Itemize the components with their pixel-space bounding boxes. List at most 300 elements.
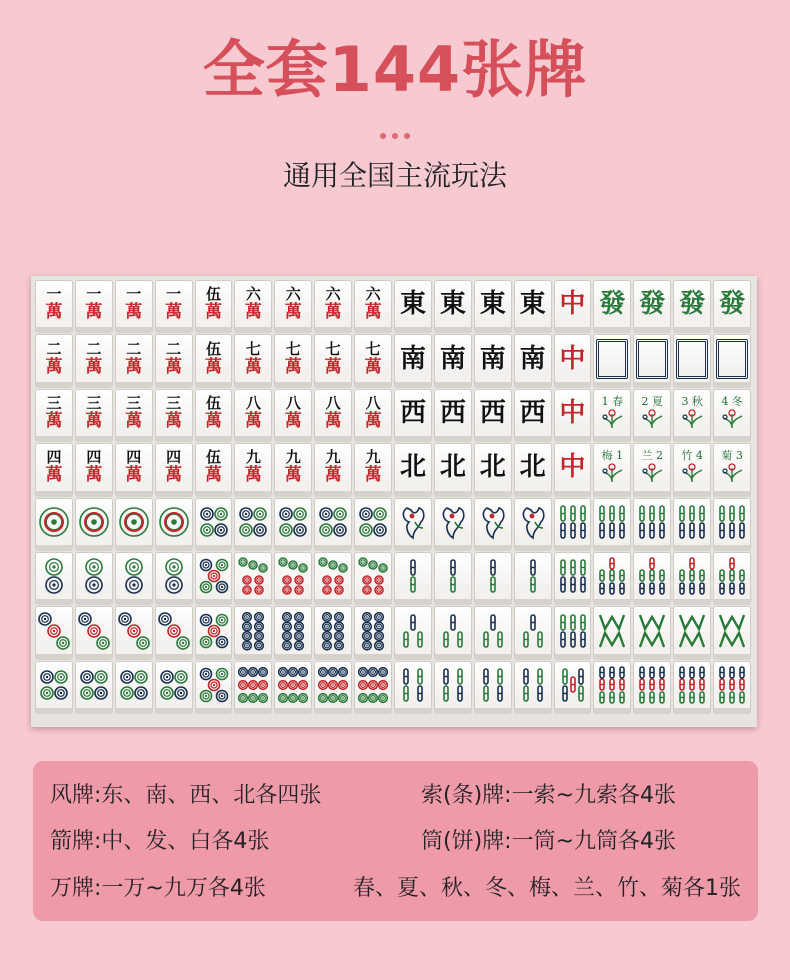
tile-character xyxy=(75,389,113,442)
tile-character xyxy=(155,280,193,333)
tile-character xyxy=(354,280,392,333)
tile-bamboo-9 xyxy=(593,661,631,714)
circle-suit-icon xyxy=(78,665,110,705)
tile-circle-5 xyxy=(195,606,233,659)
tile-circle-4 xyxy=(354,498,392,551)
tile-number: 一 xyxy=(86,285,102,304)
tile-number: 八 xyxy=(245,393,261,412)
tile-honor-glyph: 南 xyxy=(439,343,466,374)
bamboo-suit-icon xyxy=(397,665,429,705)
tile-circle-4 xyxy=(75,661,113,714)
tile-flower xyxy=(593,443,631,496)
bamboo-suit-icon xyxy=(517,611,549,651)
tile-wan-mark: 萬 xyxy=(364,465,382,486)
flower-icon xyxy=(600,408,624,430)
tile-honor-glyph: 發 xyxy=(679,289,706,320)
tile-wan-mark: 萬 xyxy=(85,302,103,323)
tile-number: 二 xyxy=(126,339,142,358)
bamboo-suit-icon xyxy=(437,556,469,596)
tile-flower-label: 3 秋 xyxy=(681,394,703,408)
bamboo-suit-icon xyxy=(636,556,668,596)
tile-number: 八 xyxy=(325,393,341,412)
tile-bamboo-7 xyxy=(593,552,631,605)
tile-character xyxy=(234,389,272,442)
white-dragon-frame-icon xyxy=(596,339,628,379)
bamboo-suit-icon xyxy=(557,611,589,651)
bamboo-suit-icon xyxy=(437,665,469,705)
tile-character xyxy=(115,443,153,496)
tile-number: 六 xyxy=(365,285,381,304)
tile-flower xyxy=(633,389,671,442)
tile-wan-mark: 萬 xyxy=(205,302,222,323)
tile-wan-mark: 萬 xyxy=(324,302,342,323)
bamboo-suit-icon xyxy=(676,556,708,596)
tile-wan-mark: 萬 xyxy=(284,302,302,323)
tile-circle-4 xyxy=(314,498,352,551)
tile-honor-glyph: 中 xyxy=(559,289,586,320)
info-panel xyxy=(33,761,758,921)
bamboo-suit-icon xyxy=(676,502,708,542)
bird-icon xyxy=(477,502,509,542)
tile-flower xyxy=(633,443,671,496)
white-dragon-frame-icon xyxy=(716,339,748,379)
tile-honor xyxy=(434,443,472,496)
tile-circle-3 xyxy=(115,606,153,659)
tile-honor xyxy=(474,334,512,387)
tile-circle-1 xyxy=(35,498,73,551)
bamboo-suit-icon xyxy=(397,556,429,596)
tile-bamboo-4 xyxy=(434,661,472,714)
tile-character xyxy=(115,389,153,442)
tile-character xyxy=(75,443,113,496)
tile-flower xyxy=(593,389,631,442)
page-subtitle: 通用全国主流玩法 xyxy=(282,159,507,192)
tile-wan-mark: 萬 xyxy=(244,410,262,431)
circle-suit-icon xyxy=(277,502,309,542)
tile-wan-mark: 萬 xyxy=(45,410,63,431)
tile-number: 一 xyxy=(166,285,182,304)
tile-bamboo-3 xyxy=(474,606,512,659)
tile-circle-2 xyxy=(35,552,73,605)
tile-character xyxy=(354,389,392,442)
tile-number: 六 xyxy=(285,285,301,304)
tile-number: 伍 xyxy=(206,393,222,412)
tile-character xyxy=(354,334,392,387)
tile-bamboo-8 xyxy=(633,606,671,659)
tile-honor-glyph: 南 xyxy=(399,343,426,374)
page-title: 全套144张牌 xyxy=(202,33,588,106)
tile-number: 一 xyxy=(46,285,62,304)
tile-circle-1 xyxy=(115,498,153,551)
tile-honor-glyph: 西 xyxy=(399,397,426,428)
tile-circle-9 xyxy=(274,661,312,714)
bamboo-suit-icon xyxy=(557,556,589,596)
tile-honor xyxy=(514,443,552,496)
circle-suit-icon xyxy=(118,502,150,542)
tile-number: 六 xyxy=(325,285,341,304)
circle-suit-icon xyxy=(357,665,389,705)
bamboo-suit-icon xyxy=(676,665,708,705)
tile-number: 伍 xyxy=(206,285,222,304)
bamboo-suit-icon xyxy=(557,665,589,705)
tile-honor xyxy=(434,389,472,442)
tile-bamboo-6 xyxy=(673,498,711,551)
tile-circle-7 xyxy=(354,552,392,605)
tile-board xyxy=(31,276,757,727)
circle-suit-icon xyxy=(38,665,70,705)
tile-honor xyxy=(474,443,512,496)
tile-honor xyxy=(554,389,592,442)
tile-circle-2 xyxy=(75,552,113,605)
tile-character xyxy=(155,389,193,442)
tile-number: 三 xyxy=(126,393,142,412)
flower-icon xyxy=(720,408,744,430)
tile-circle-1 xyxy=(155,498,193,551)
flower-icon xyxy=(640,462,664,484)
tile-wan-mark: 萬 xyxy=(165,356,183,377)
circle-suit-icon xyxy=(118,556,150,596)
tile-honor-glyph: 西 xyxy=(519,397,546,428)
tile-circle-8 xyxy=(314,606,352,659)
tile-flower xyxy=(713,389,751,442)
tile-honor-glyph: 北 xyxy=(479,452,506,483)
tile-bamboo-2 xyxy=(394,552,432,605)
tile-character xyxy=(75,280,113,333)
tile-wan-mark: 萬 xyxy=(165,410,183,431)
tile-character xyxy=(35,389,73,442)
tile-flower-label: 4 冬 xyxy=(721,394,743,408)
tile-bamboo-9 xyxy=(673,661,711,714)
tile-number: 三 xyxy=(166,393,182,412)
tile-circle-9 xyxy=(314,661,352,714)
tile-wan-mark: 萬 xyxy=(284,356,302,377)
tile-bamboo-8 xyxy=(593,606,631,659)
circle-suit-icon xyxy=(357,611,389,651)
bamboo-suit-icon xyxy=(397,611,429,651)
circle-suit-icon xyxy=(118,611,150,651)
tile-bamboo-2 xyxy=(474,552,512,605)
tile-flower xyxy=(713,443,751,496)
tile-wan-mark: 萬 xyxy=(125,410,143,431)
tile-honor xyxy=(554,334,592,387)
circle-suit-icon xyxy=(158,556,190,596)
tile-bamboo-8 xyxy=(713,606,751,659)
tile-bamboo-1 xyxy=(514,498,552,551)
tile-character xyxy=(274,443,312,496)
tile-bamboo-4 xyxy=(394,661,432,714)
tile-flower-label: 2 夏 xyxy=(641,394,664,408)
circle-suit-icon xyxy=(237,665,269,705)
tile-wan-mark: 萬 xyxy=(244,356,262,377)
flower-icon xyxy=(680,408,704,430)
circle-suit-icon xyxy=(38,611,70,651)
bird-icon xyxy=(397,502,429,542)
bamboo-suit-icon xyxy=(716,611,748,651)
tile-bamboo-6 xyxy=(554,552,592,605)
info-character: 万牌:一万~九万各4张 xyxy=(50,876,266,901)
tile-bamboo-2 xyxy=(434,552,472,605)
tile-honor xyxy=(673,280,711,333)
tile-circle-8 xyxy=(354,606,392,659)
tile-honor-glyph: 發 xyxy=(599,289,626,320)
circle-suit-icon xyxy=(198,502,230,542)
tile-number: 伍 xyxy=(206,448,222,467)
tile-wan-mark: 萬 xyxy=(324,410,342,431)
tile-honor-glyph: 東 xyxy=(399,289,426,320)
tile-character xyxy=(75,334,113,387)
tile-honor-glyph: 南 xyxy=(479,343,506,374)
tile-circle-8 xyxy=(234,606,272,659)
white-dragon-frame-icon xyxy=(676,339,708,379)
tile-circle-3 xyxy=(75,606,113,659)
circle-suit-icon xyxy=(78,556,110,596)
tile-wan-mark: 萬 xyxy=(85,356,103,377)
circle-suit-icon xyxy=(237,502,269,542)
tile-number: 一 xyxy=(126,285,142,304)
tile-honor-glyph: 中 xyxy=(559,343,586,374)
tile-wan-mark: 萬 xyxy=(205,465,222,486)
tile-character xyxy=(115,280,153,333)
tile-flower-label: 竹 4 xyxy=(681,449,703,463)
tile-character xyxy=(35,280,73,333)
tile-honor-glyph: 中 xyxy=(559,397,586,428)
bamboo-suit-icon xyxy=(517,556,549,596)
tile-bamboo-7 xyxy=(633,552,671,605)
circle-suit-icon xyxy=(317,502,349,542)
tile-number: 四 xyxy=(166,448,182,467)
tile-wan-mark: 萬 xyxy=(125,302,143,323)
tile-honor-glyph: 北 xyxy=(439,452,466,483)
tile-honor xyxy=(514,280,552,333)
bamboo-suit-icon xyxy=(557,502,589,542)
tile-number: 七 xyxy=(365,339,381,358)
tile-honor-glyph: 西 xyxy=(479,397,506,428)
tile-honor-glyph: 北 xyxy=(519,452,546,483)
tile-white-dragon xyxy=(673,334,711,387)
tile-honor xyxy=(514,389,552,442)
tile-bamboo-3 xyxy=(434,606,472,659)
tile-bamboo-3 xyxy=(394,606,432,659)
tile-character xyxy=(155,334,193,387)
tile-honor xyxy=(554,443,592,496)
tile-bamboo-9 xyxy=(713,661,751,714)
circle-suit-icon xyxy=(277,611,309,651)
tile-flower-label: 兰 2 xyxy=(641,449,664,463)
tile-wan-mark: 萬 xyxy=(45,465,63,486)
tile-number: 八 xyxy=(285,393,301,412)
bamboo-suit-icon xyxy=(596,665,628,705)
tile-circle-4 xyxy=(35,661,73,714)
circle-suit-icon xyxy=(38,556,70,596)
tile-number: 九 xyxy=(325,448,341,467)
tile-honor xyxy=(474,280,512,333)
tile-honor xyxy=(434,334,472,387)
tile-honor xyxy=(474,389,512,442)
tile-wan-mark: 萬 xyxy=(205,410,222,431)
info-wind: 风牌:东、南、西、北各四张 xyxy=(50,783,322,808)
tile-honor xyxy=(394,280,432,333)
tile-character xyxy=(115,334,153,387)
tile-flower-label: 梅 1 xyxy=(601,449,624,463)
tile-white-dragon xyxy=(593,334,631,387)
tile-character xyxy=(155,443,193,496)
tile-number: 二 xyxy=(86,339,102,358)
tile-wan-mark: 萬 xyxy=(244,302,262,323)
bamboo-suit-icon xyxy=(636,665,668,705)
tile-wan-mark: 萬 xyxy=(324,465,342,486)
tile-wan-mark: 萬 xyxy=(165,465,183,486)
tile-bamboo-4 xyxy=(474,661,512,714)
tile-wan-mark: 萬 xyxy=(45,356,63,377)
tile-number: 二 xyxy=(166,339,182,358)
tile-bamboo-5 xyxy=(554,661,592,714)
bamboo-suit-icon xyxy=(716,556,748,596)
tile-wan-mark: 萬 xyxy=(364,410,382,431)
tile-honor-glyph: 北 xyxy=(399,452,426,483)
tile-honor-glyph: 南 xyxy=(519,343,546,374)
tile-wan-mark: 萬 xyxy=(364,356,382,377)
tile-circle-9 xyxy=(354,661,392,714)
tile-honor xyxy=(554,280,592,333)
tile-circle-9 xyxy=(234,661,272,714)
tile-circle-1 xyxy=(75,498,113,551)
tile-bamboo-2 xyxy=(514,552,552,605)
tile-character xyxy=(314,389,352,442)
flower-icon xyxy=(720,462,744,484)
tile-wan-mark: 萬 xyxy=(284,465,302,486)
bamboo-suit-icon xyxy=(596,611,628,651)
circle-suit-icon xyxy=(118,665,150,705)
tile-number: 七 xyxy=(285,339,301,358)
circle-suit-icon xyxy=(38,502,70,542)
tile-grid xyxy=(34,279,752,714)
tile-flower-label: 菊 3 xyxy=(721,449,743,463)
tile-bamboo-8 xyxy=(673,606,711,659)
tile-character xyxy=(274,389,312,442)
info-flowers: 春、夏、秋、冬、梅、兰、竹、菊各1张 xyxy=(353,876,741,901)
tile-bamboo-7 xyxy=(713,552,751,605)
tile-character xyxy=(195,443,233,496)
flower-icon xyxy=(600,462,624,484)
title-dots xyxy=(0,124,790,143)
white-dragon-frame-icon xyxy=(636,339,668,379)
tile-circle-3 xyxy=(35,606,73,659)
circle-suit-icon xyxy=(158,502,190,542)
bird-icon xyxy=(437,502,469,542)
bamboo-suit-icon xyxy=(636,611,668,651)
tile-bamboo-6 xyxy=(633,498,671,551)
circle-suit-icon xyxy=(277,665,309,705)
tile-bamboo-9 xyxy=(633,661,671,714)
tile-honor-glyph: 東 xyxy=(439,289,466,320)
tile-honor xyxy=(593,280,631,333)
circle-suit-icon xyxy=(357,556,389,596)
tile-white-dragon xyxy=(633,334,671,387)
tile-wan-mark: 萬 xyxy=(85,465,103,486)
tile-number: 三 xyxy=(46,393,62,412)
circle-suit-icon xyxy=(357,502,389,542)
tile-character xyxy=(195,334,233,387)
tile-circle-4 xyxy=(195,498,233,551)
tile-character xyxy=(314,443,352,496)
bird-icon xyxy=(517,502,549,542)
circle-suit-icon xyxy=(158,665,190,705)
tile-wan-mark: 萬 xyxy=(364,302,382,323)
tile-bamboo-6 xyxy=(554,498,592,551)
tile-bamboo-1 xyxy=(394,498,432,551)
tile-circle-7 xyxy=(314,552,352,605)
tile-bamboo-1 xyxy=(474,498,512,551)
circle-suit-icon xyxy=(237,611,269,651)
tile-number: 三 xyxy=(86,393,102,412)
circle-suit-icon xyxy=(78,611,110,651)
tile-wan-mark: 萬 xyxy=(125,465,143,486)
tile-circle-4 xyxy=(274,498,312,551)
tile-number: 九 xyxy=(285,448,301,467)
tile-character xyxy=(35,334,73,387)
tile-number: 二 xyxy=(46,339,62,358)
tile-number: 伍 xyxy=(206,339,222,358)
bamboo-suit-icon xyxy=(477,665,509,705)
tile-honor-glyph: 發 xyxy=(719,289,746,320)
tile-bamboo-7 xyxy=(673,552,711,605)
tile-number: 九 xyxy=(245,448,261,467)
tile-number: 九 xyxy=(365,448,381,467)
circle-suit-icon xyxy=(198,665,230,705)
circle-suit-icon xyxy=(78,502,110,542)
tile-number: 四 xyxy=(126,448,142,467)
tile-bamboo-6 xyxy=(713,498,751,551)
tile-character xyxy=(35,443,73,496)
tile-wan-mark: 萬 xyxy=(205,356,222,377)
tile-wan-mark: 萬 xyxy=(45,302,63,323)
tile-honor-glyph: 發 xyxy=(639,289,666,320)
bamboo-suit-icon xyxy=(636,502,668,542)
bamboo-suit-icon xyxy=(477,611,509,651)
tile-circle-2 xyxy=(115,552,153,605)
tile-honor-glyph: 中 xyxy=(559,452,586,483)
bamboo-suit-icon xyxy=(596,556,628,596)
tile-bamboo-1 xyxy=(434,498,472,551)
tile-character xyxy=(274,334,312,387)
bamboo-suit-icon xyxy=(517,665,549,705)
tile-honor xyxy=(434,280,472,333)
tile-number: 四 xyxy=(86,448,102,467)
circle-suit-icon xyxy=(237,556,269,596)
tile-flower-label: 1 春 xyxy=(601,394,624,408)
tile-wan-mark: 萬 xyxy=(284,410,302,431)
tile-wan-mark: 萬 xyxy=(324,356,342,377)
tile-character xyxy=(354,443,392,496)
info-circle: 筒(饼)牌:一筒~九筒各4张 xyxy=(421,829,677,854)
bamboo-suit-icon xyxy=(716,502,748,542)
tile-number: 七 xyxy=(325,339,341,358)
tile-circle-2 xyxy=(155,552,193,605)
flower-icon xyxy=(680,462,704,484)
circle-suit-icon xyxy=(277,556,309,596)
tile-honor xyxy=(633,280,671,333)
tile-circle-5 xyxy=(195,552,233,605)
tile-wan-mark: 萬 xyxy=(244,465,262,486)
tile-character xyxy=(314,334,352,387)
tile-character xyxy=(234,443,272,496)
tile-character xyxy=(314,280,352,333)
tile-flower xyxy=(673,443,711,496)
circle-suit-icon xyxy=(317,611,349,651)
tile-number: 六 xyxy=(245,285,261,304)
tile-wan-mark: 萬 xyxy=(85,410,103,431)
tile-character xyxy=(234,334,272,387)
